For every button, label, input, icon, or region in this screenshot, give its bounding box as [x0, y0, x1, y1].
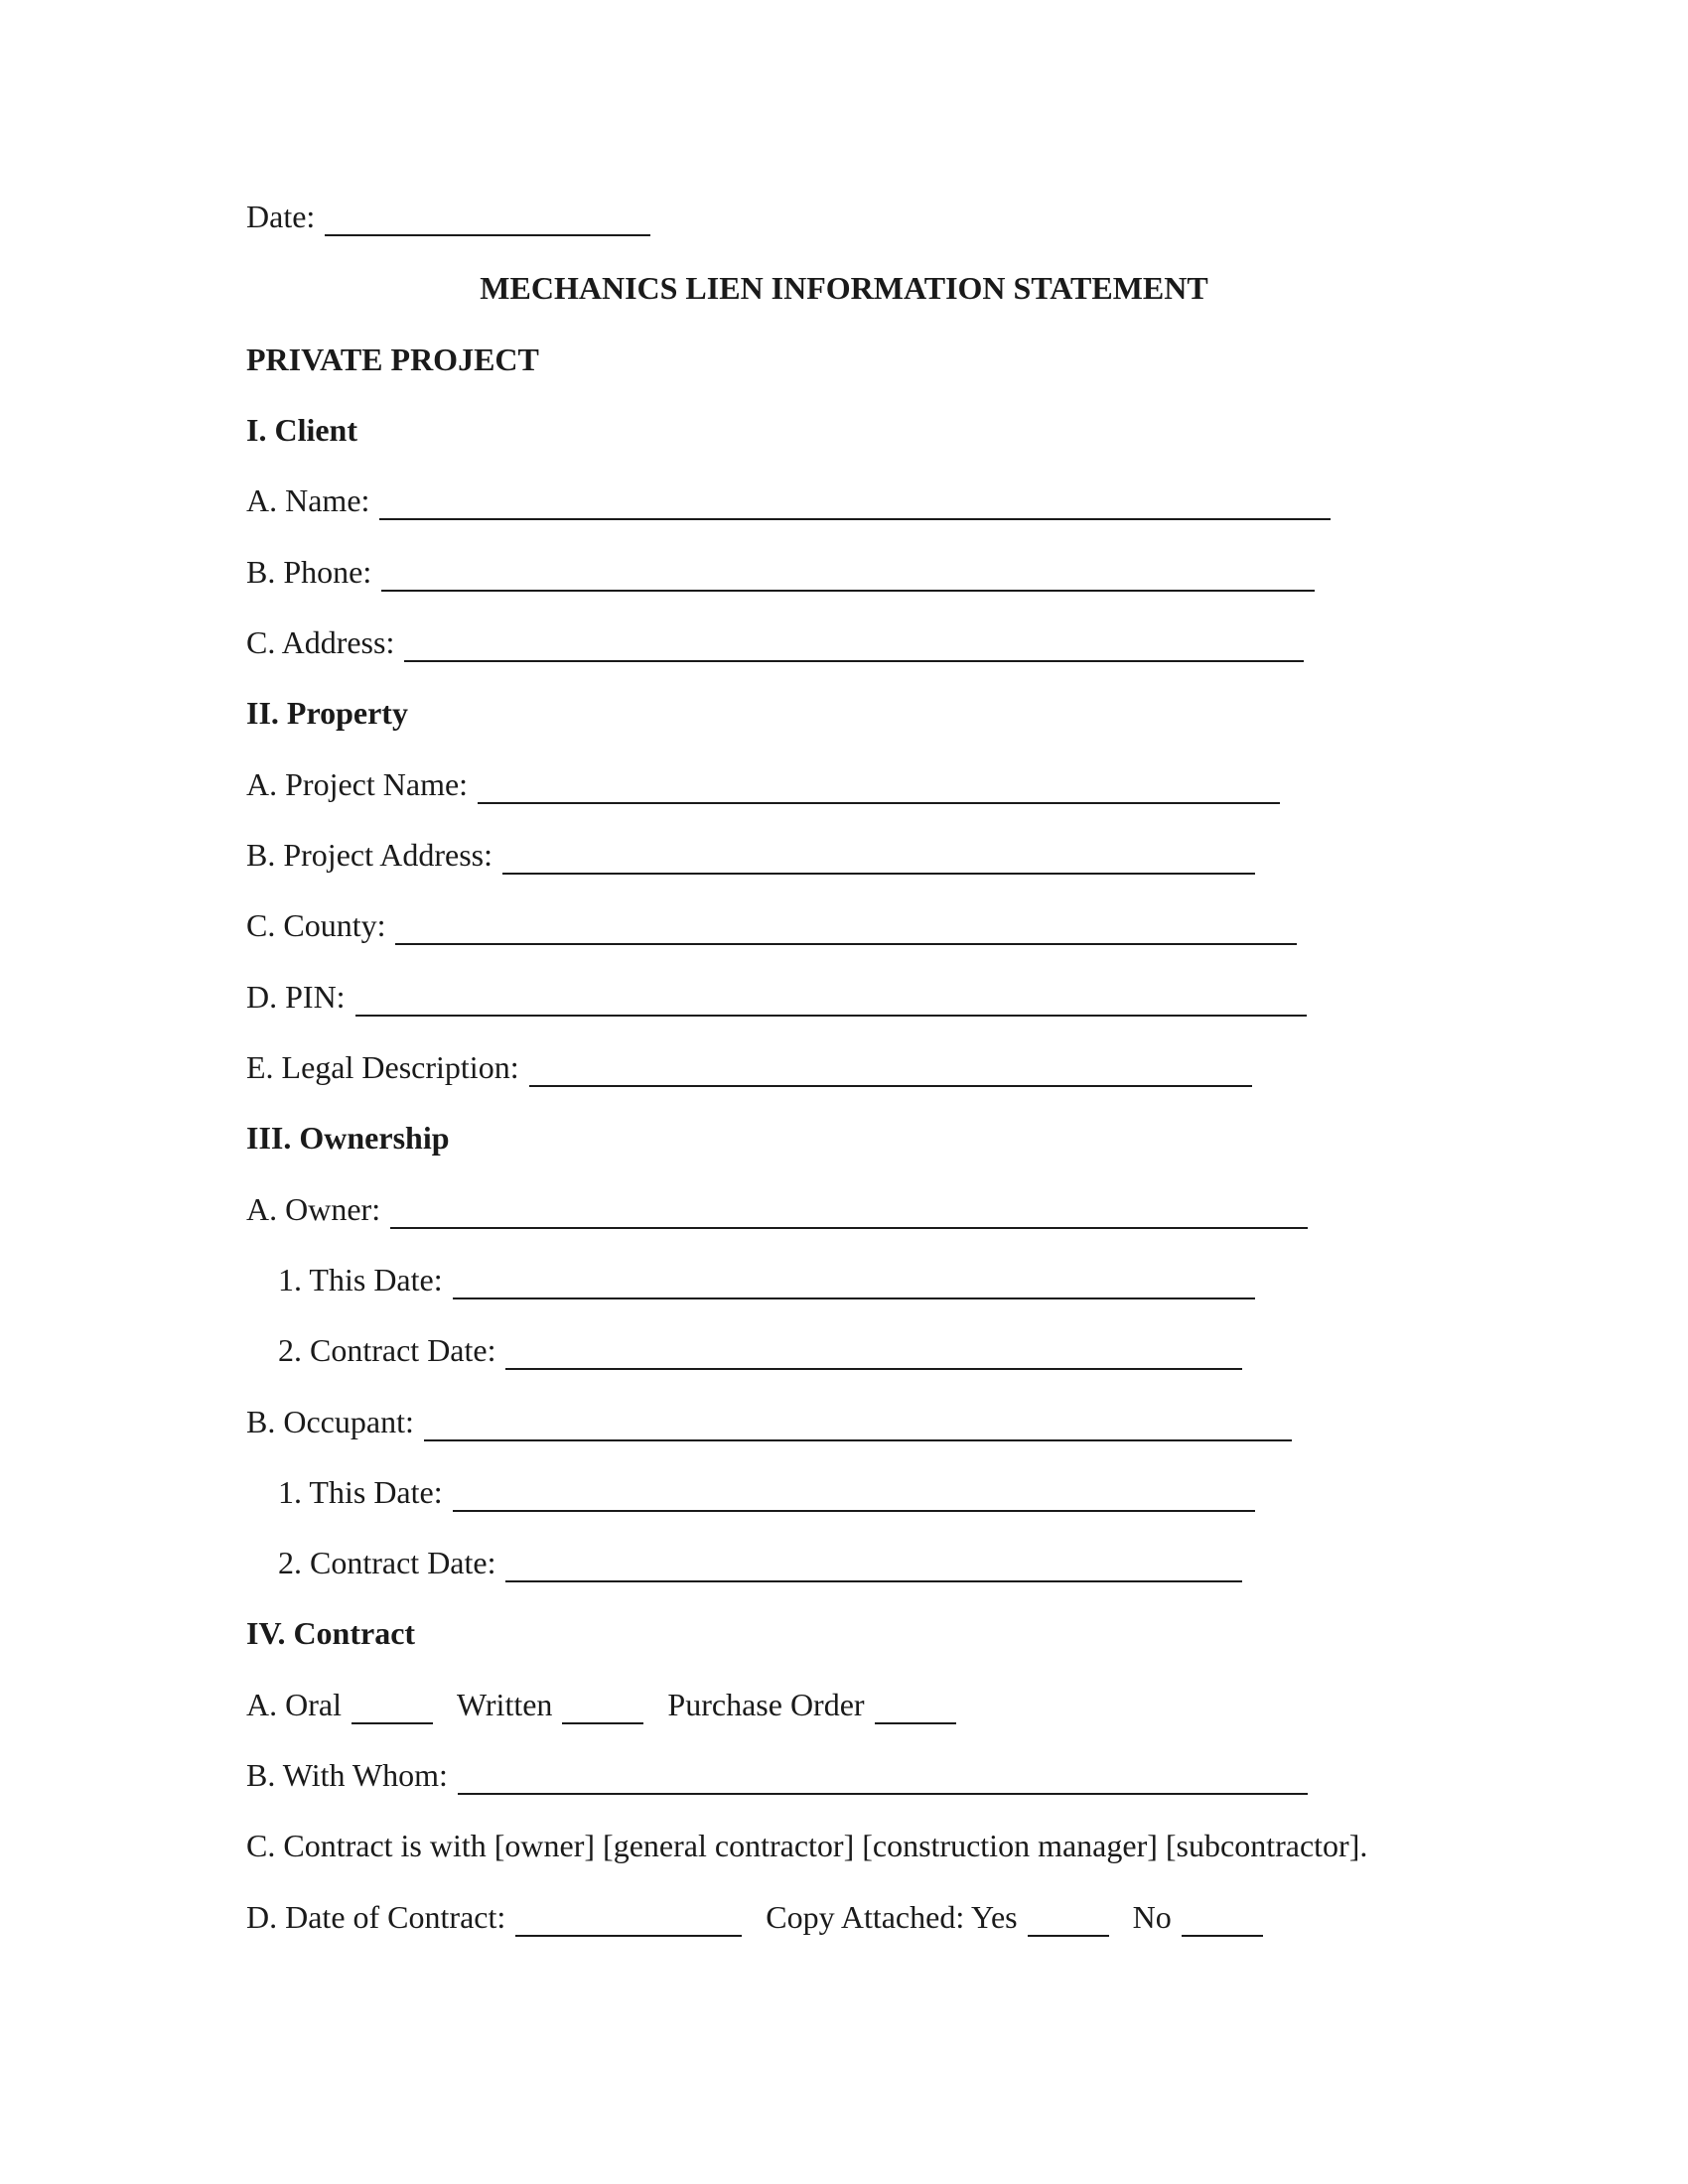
occupant-label: B. Occupant:: [246, 1404, 414, 1439]
client-address-label: C. Address:: [246, 624, 395, 660]
pin-field[interactable]: [355, 977, 1307, 1017]
contract-type-row: [246, 1685, 956, 1724]
owner-this-date-field[interactable]: [453, 1260, 1255, 1299]
oral-label: A. Oral: [246, 1687, 342, 1722]
copy-attached-no-field[interactable]: [1182, 1897, 1263, 1937]
owner-this-date-row: [278, 1260, 1255, 1299]
date-of-contract-row: [246, 1897, 1263, 1937]
contract-section-heading: IV. Contract: [246, 1615, 416, 1651]
client-phone-row: [246, 552, 1315, 592]
occupant-field[interactable]: [424, 1402, 1292, 1441]
with-whom-row: [246, 1755, 1308, 1795]
owner-this-date-label: 1. This Date:: [278, 1262, 443, 1297]
date-row: [246, 197, 650, 236]
client-name-row: [246, 480, 1331, 520]
written-field[interactable]: [562, 1685, 643, 1724]
owner-field[interactable]: [390, 1189, 1308, 1229]
date-of-contract-field[interactable]: [515, 1897, 742, 1937]
date-label: Date:: [246, 199, 316, 234]
pin-label: D. PIN:: [246, 979, 346, 1015]
purchase-order-label: Purchase Order: [667, 1687, 865, 1722]
project-address-field[interactable]: [502, 835, 1255, 875]
owner-label: A. Owner:: [246, 1191, 381, 1227]
county-field[interactable]: [395, 905, 1297, 945]
with-whom-field[interactable]: [458, 1755, 1308, 1795]
purchase-order-field[interactable]: [875, 1685, 956, 1724]
occupant-this-date-row: [278, 1472, 1255, 1512]
date-of-contract-label: D. Date of Contract:: [246, 1899, 506, 1935]
project-name-field[interactable]: [478, 764, 1280, 804]
legal-description-label: E. Legal Description:: [246, 1049, 519, 1085]
with-whom-label: B. With Whom:: [246, 1757, 448, 1793]
occupant-contract-date-field[interactable]: [505, 1543, 1242, 1582]
client-phone-label: B. Phone:: [246, 554, 372, 590]
project-address-row: [246, 835, 1255, 875]
client-section-heading: I. Client: [246, 412, 357, 448]
contract-with-text: C. Contract is with [owner] [general contractor] [construction manager] [subcontractor].: [246, 1828, 1368, 1863]
pin-row: [246, 977, 1307, 1017]
occupant-this-date-label: 1. This Date:: [278, 1474, 443, 1510]
owner-row: [246, 1189, 1308, 1229]
county-row: [246, 905, 1297, 945]
project-type-heading: PRIVATE PROJECT: [246, 341, 539, 377]
legal-description-row: [246, 1047, 1252, 1087]
ownership-section-heading: III. Ownership: [246, 1120, 450, 1156]
occupant-this-date-field[interactable]: [453, 1472, 1255, 1512]
client-phone-field[interactable]: [381, 552, 1315, 592]
copy-attached-no-label: No: [1132, 1899, 1172, 1935]
copy-attached-yes-label: Copy Attached: Yes: [766, 1899, 1018, 1935]
legal-description-field[interactable]: [529, 1047, 1252, 1087]
project-name-label: A. Project Name:: [246, 766, 469, 802]
occupant-row: [246, 1402, 1292, 1441]
owner-contract-date-label: 2. Contract Date:: [278, 1332, 496, 1368]
project-name-row: [246, 764, 1280, 804]
property-section-heading: II. Property: [246, 695, 408, 731]
client-name-field[interactable]: [379, 480, 1331, 520]
document-title: MECHANICS LIEN INFORMATION STATEMENT: [480, 270, 1208, 306]
owner-contract-date-row: [278, 1330, 1242, 1370]
copy-attached-yes-field[interactable]: [1028, 1897, 1109, 1937]
occupant-contract-date-label: 2. Contract Date:: [278, 1545, 496, 1580]
county-label: C. County:: [246, 907, 386, 943]
client-name-label: A. Name:: [246, 482, 370, 518]
client-address-row: [246, 622, 1304, 662]
client-address-field[interactable]: [404, 622, 1304, 662]
occupant-contract-date-row: [278, 1543, 1242, 1582]
oral-field[interactable]: [352, 1685, 433, 1724]
date-field[interactable]: [325, 197, 650, 236]
owner-contract-date-field[interactable]: [505, 1330, 1242, 1370]
project-address-label: B. Project Address:: [246, 837, 492, 873]
written-label: Written: [456, 1687, 553, 1722]
